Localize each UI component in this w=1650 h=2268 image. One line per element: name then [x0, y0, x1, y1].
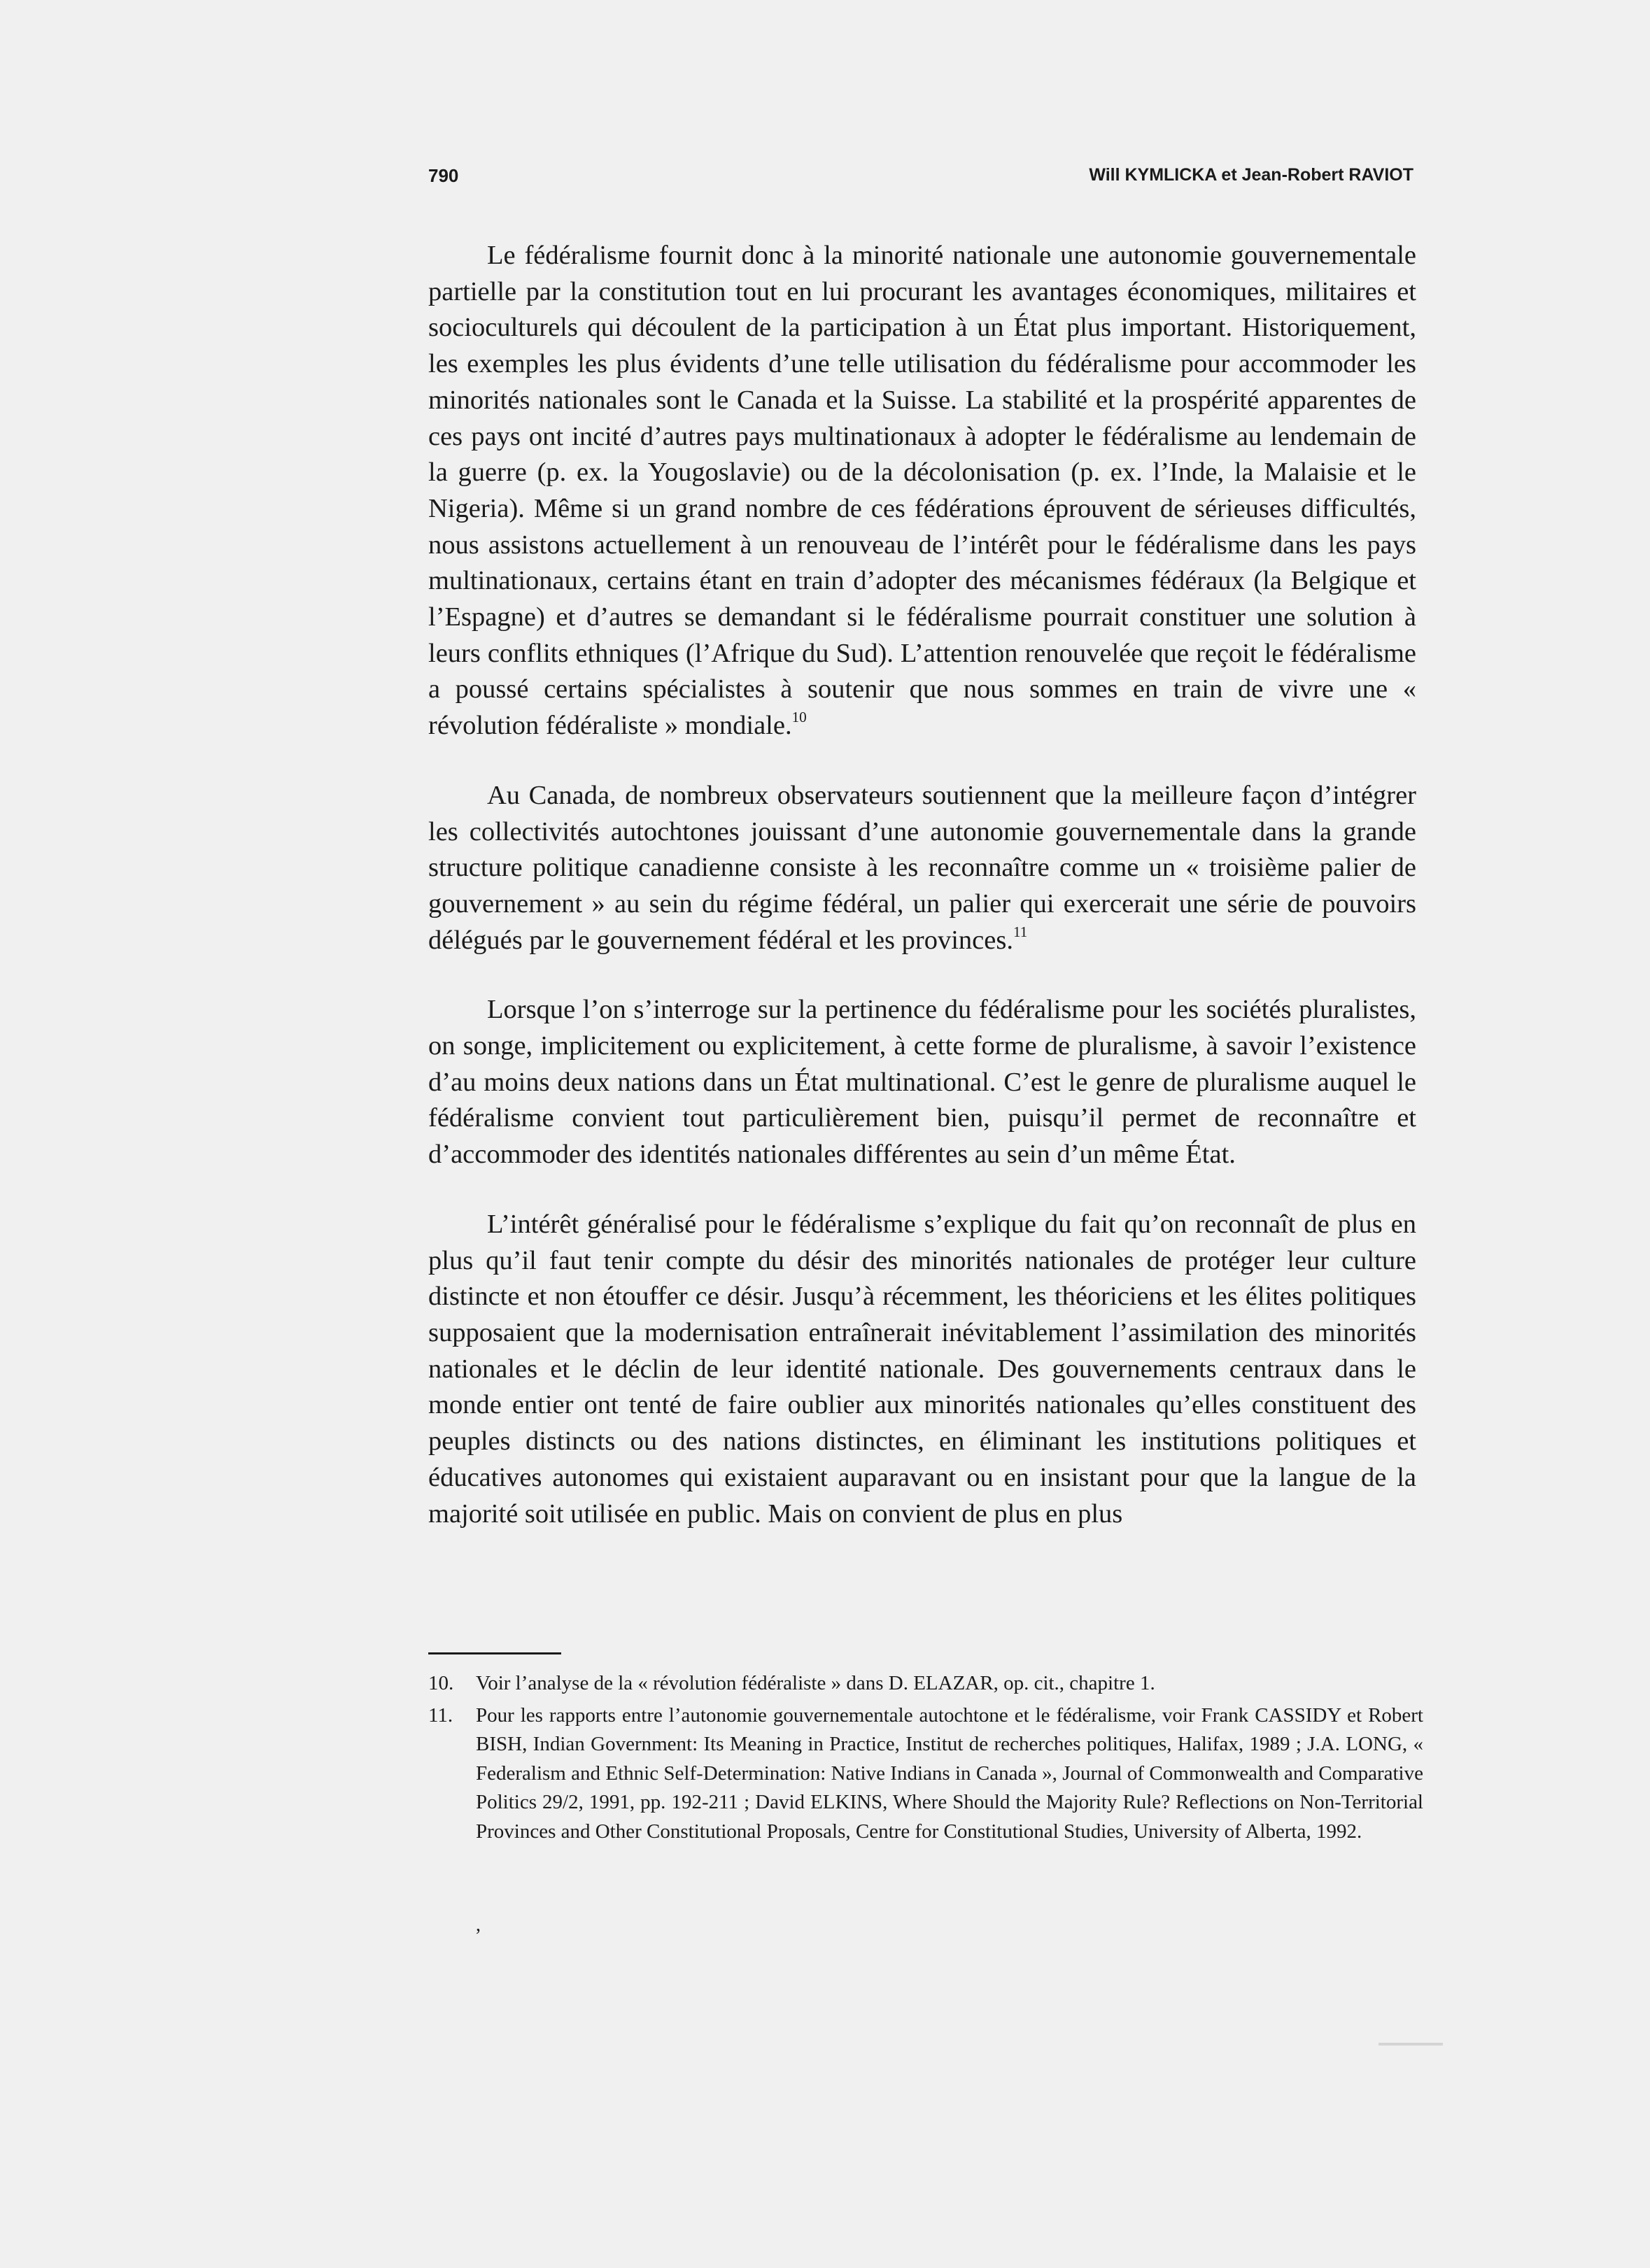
footnote-text: Voir l’analyse de la « révolution fédéraliste » dans D. ELAZAR, op. cit., chapitre 1.: [476, 1672, 1155, 1694]
paragraph-text: Au Canada, de nombreux observateurs soutiennent que la meilleure façon d’intégrer les collectivités autochtones jouissant d’une autonomie gouvernementale dans la grande structure politique canadienne consiste à les reconnaître comme un « troisième palier de gouvernement » au sein du régime fédéral, un palier qui exercerait une série de pouvoirs délégués par le gouvernement fédéral et les provinces: [428, 780, 1416, 955]
paragraph-text: L’intérêt généralisé pour le fédéralisme s’explique du fait qu’on reconnaît de plus en plus qu’il faut tenir compte du désir des minorités nationales de protéger leur culture distincte et non étouffer ce désir. Jusqu’à récemment, les théoriciens et les élites politiques supposaient que la modernisation entraînerait inévitablement l’assimilation des minorités nationales et le déclin de leur identité nationale. Des gouvernements centraux dans le monde entier ont tenté de faire oublier aux minorités nationales qu’elles constituent des peuples distincts ou des nations distinctes, en éliminant les institutions politiques et éducatives autonomes qui existaient auparavant ou en insistant pour que la langue de la majorité soit utilisée en public. Mais on convient de plus en plus: [428, 1209, 1416, 1529]
footnote-10: [428, 1669, 1423, 1699]
footnotes: [428, 1669, 1423, 1849]
stray-mark: ,: [476, 1914, 481, 1936]
paragraph-text: Le fédéralisme fournit donc à la minorité nationale une autonomie gouvernementale partielle par la constitution tout en lui procurant les avantages économiques, militaires et socioculturels qui découlent de la participation à un État plus important. Historiquement, les exemples les plus évidents d’une telle utilisation du fédéralisme pour accommoder les minorités nationales sont le Canada et la Suisse. La stabilité et la prospérité apparentes de ces pays ont incité d’autres pays multinationaux à adopter le fédéralisme au lendemain de la guerre (p. ex. la Yougoslavie) ou de la décolonisation (p. ex. l’Inde, la Malaisie et le Nigeria). Même si un grand nombre de ces fédérations éprouvent de sérieuses difficultés, nous assistons actuellement à un renouveau de l’intérêt pour le fédéralisme dans les pays multinationaux, certains étant en train d’adopter des mécanismes fédéraux (la Belgique et l’Espagne) et d’autres se demandant si le fédéralisme pourrait constituer une solution à leurs conflits ethniques (l’Afrique du Sud). L’attention renouvelée que reçoit le fédéralisme a poussé certains spécialistes à soutenir que nous sommes en train de vivre une « révolution fédéraliste » mondiale: [428, 241, 1416, 741]
paragraph-3: [428, 992, 1416, 1173]
footnote-number: 11.: [428, 1703, 453, 1727]
footnote-ref-10: 10: [791, 709, 807, 726]
paragraph-text: Lorsque l’on s’interroge sur la pertinence du fédéralisme pour les sociétés pluralistes, on songe, implicitement ou explicitement, à cette forme de pluralisme, à savoir l’existence d’au moins deux nations dans un État multinational. C’est le genre de pluralisme auquel le fédéralisme convient tout particulièrement bien, puisqu’il permet de reconnaître et d’accommoder des identités nationales différentes au sein d’un même État.: [428, 995, 1416, 1170]
footnote-ref-11: 11: [1013, 923, 1028, 940]
main-text: [428, 238, 1416, 1532]
footnote-11: [428, 1701, 1423, 1847]
page-header: [428, 165, 1413, 196]
page-number: 790: [428, 165, 459, 186]
running-head: Will KYMLICKA et Jean-Robert RAVIOT: [1089, 165, 1413, 185]
paragraph-1: Le fédéralisme fournit donc à la minorité nationale une autonomie gouvernementale partielle par la constitution tout en lui procurant les avantages économiques, militaires et socioculturels qui découlent de la participation à un État plus important. Historiquement, les exemples les plus évidents d’une telle utilisation du fédéralisme pour accommoder les minorités nationales sont le Canada et la Suisse. La stabilité et la prospérité apparentes de ces pays ont incité d’autres pays multinationaux à adopter le fédéralisme au lendemain de la guerre (p. ex. la Yougoslavie) ou de la décolonisation (p. ex. l’Inde, la Malaisie et le Nigeria). Même si un grand nombre de ces fédérations éprouvent de sérieuses difficultés, nous assistons actuellement à un renouveau de l’intérêt pour le fédéralisme dans les pays multinationaux, certains étant en train d’adopter des mécanismes fédéraux (la Belgique et l’Espagne) et d’autres se demandant si le fédéralisme pourrait constituer une solution à leurs conflits ethniques (l’Afrique du Sud). L’attention renouvelée que reçoit le fédéralisme a poussé certains spécialistes à soutenir que nous sommes en train de vivre une « révolution fédéraliste » mondiale.$^{10}$: [428, 241, 1416, 741]
footnote-number: 10.: [428, 1672, 454, 1694]
scan-artifact: [1378, 2043, 1443, 2046]
footnote-text: Pour les rapports entre l’autonomie gouvernementale autochtone et le fédéralisme, voir Frank CASSIDY et Robert BISH, Indian Government: Its Meaning in Practice, Institut de recherches politiques, Halifax, 1989 ; J.A. LONG, « Federalism and Ethnic Self-Determination: Native Indians in Canada », Journal of Commonwealth and Comparative Politics 29/2, 1991, pp. 192-211 ; David ELKINS, Where Should the Majority Rule? Reflections on Non-Territorial Provinces and Other Constitutional Proposals, Centre for Constitutional Studies, University of Alberta, 1992.: [476, 1703, 1423, 1843]
footnote-separator: [428, 1652, 561, 1654]
paragraph-4: [428, 1207, 1416, 1532]
paragraph-2: Au Canada, de nombreux observateurs soutiennent que la meilleure façon d’intégrer les collectivités autochtones jouissant d’une autonomie gouvernementale dans la grande structure politique canadienne consiste à les reconnaître comme un « troisième palier de gouvernement » au sein du régime fédéral, un palier qui exercerait une série de pouvoirs délégués par le gouvernement fédéral et les provinces.$^{11}$: [428, 780, 1416, 955]
